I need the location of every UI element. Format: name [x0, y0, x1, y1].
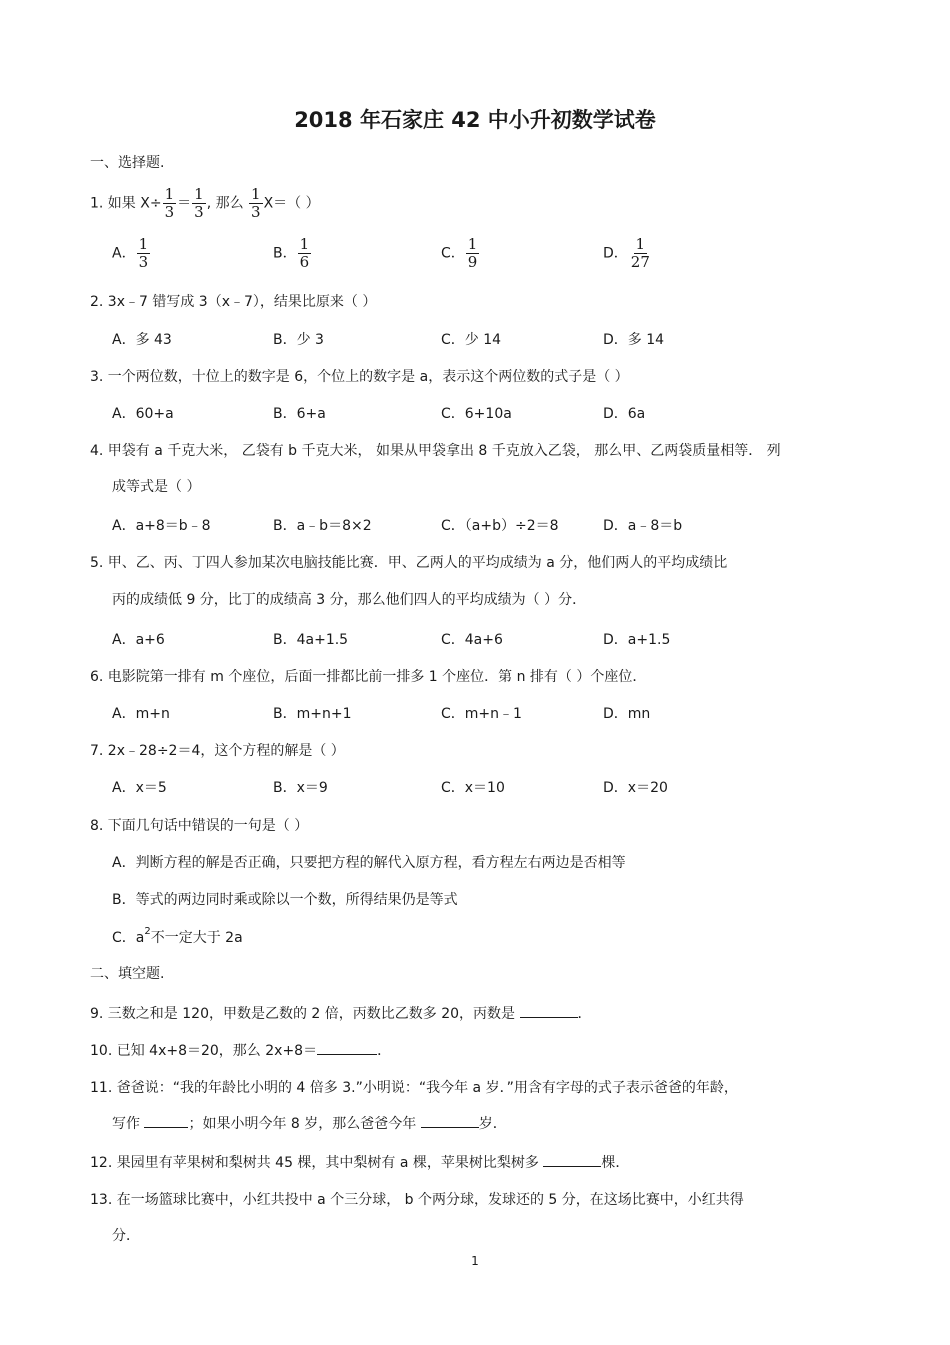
option-a: A．m+n	[112, 706, 170, 722]
option-d: D．6a	[603, 406, 646, 422]
option-b: B．m+n+1	[273, 706, 352, 722]
page-number: 1	[471, 1254, 479, 1268]
question-13-continuation: 分．	[112, 1228, 140, 1244]
question-11: 11. 爸爸说：“我的年龄比小明的 4 倍多 3.”小明说：“我今年 a 岁．”用含有字母的式子表示爸爸的年龄，	[90, 1080, 738, 1096]
option-b: B．4a+1.5	[273, 632, 349, 648]
page-title: 2018 年石家庄 42 中小升初数学试卷	[294, 108, 656, 132]
option-d: D．a﹣8＝b	[603, 518, 683, 534]
question-7: 7. 2x﹣28÷2＝4，这个方程的解是（ ）	[90, 743, 345, 759]
option-b: B．a﹣b＝8×2	[273, 518, 372, 534]
section-heading-choice: 一、选择题.	[90, 155, 165, 171]
section-heading-fill: 二、填空题.	[90, 966, 165, 982]
option-b: B．少 3	[273, 332, 324, 348]
option-b: B． $\frac{1}{6}$	[273, 235, 310, 271]
option-c: C．6+10a	[441, 406, 512, 422]
answer-blank	[317, 1042, 377, 1055]
option-d: D．x＝20	[603, 780, 668, 796]
question-2: 2. 3x﹣7 错写成 3（x﹣7），结果比原来（ ）	[90, 294, 377, 310]
option-a: A．多 43	[112, 332, 172, 348]
answer-blank	[520, 1005, 578, 1018]
fraction: $\frac{1}{3}$	[251, 185, 261, 221]
question-6: 6. 电影院第一排有 m 个座位，后面一排都比前一排多 1 个座位．第 n 排有（ ）个座位．	[90, 669, 647, 685]
option-a: A．a+6	[112, 632, 165, 648]
option-a: A． $\frac{1}{3}$	[112, 235, 149, 271]
question-3: 3. 一个两位数，十位上的数字是 6，个位上的数字是 a，表示这个两位数的式子是（ ）	[90, 369, 629, 385]
option-a: A．60+a	[112, 406, 174, 422]
question-12: 12. 果园里有苹果树和梨树共 45 棵，其中梨树有 a 棵，苹果树比梨树多 棵．	[90, 1155, 630, 1171]
question-10: 10. 已知 4x+8＝20，那么 2x+8＝ ．	[90, 1043, 392, 1059]
option-a: A．x＝5	[112, 780, 167, 796]
answer-blank	[543, 1154, 601, 1167]
option-d: D．mn	[603, 706, 651, 722]
question-13: 13. 在一场篮球比赛中，小红共投中 a 个三分球， b 个两分球，发球还的 5 分，在这场比赛中，小红共得	[90, 1192, 744, 1208]
question-8: 8. 下面几句话中错误的一句是（ ）	[90, 818, 309, 834]
question-4: 4. 甲袋有 a 千克大米， 乙袋有 b 千克大米， 如果从甲袋拿出 8 千克放入乙袋， 那么甲、乙两袋质量相等． 列	[90, 443, 781, 459]
question-1-prefix: 1. 如果 X÷	[90, 195, 162, 212]
option-d: D．多 14	[603, 332, 665, 348]
question-9: 9. 三数之和是 120，甲数是乙数的 2 倍，丙数比乙数多 20，丙数是 ．	[90, 1006, 592, 1022]
question-5: 5. 甲、乙、丙、丁四人参加某次电脑技能比赛．甲、乙两人的平均成绩为 a 分，他们两人的平均成绩比	[90, 555, 728, 571]
question-1: 1. 如果 X÷ $\frac{1}{3}$ ＝ $\frac{1}{3}$ , 那么 $\frac{1}{3}$ X＝（ ）	[90, 185, 320, 221]
option-c: C．少 14	[441, 332, 502, 348]
answer-blank	[421, 1115, 479, 1128]
question-5-continuation: 丙的成绩低 9 分，比丁的成绩高 3 分，那么他们四人的平均成绩为（ ）分．	[112, 592, 587, 608]
option-c: C． $\frac{1}{9}$	[441, 235, 478, 271]
option-c: C．m+n﹣1	[441, 706, 522, 722]
question-4-continuation: 成等式是（ ）	[112, 479, 201, 495]
fraction: $\frac{1}{3}$	[164, 185, 175, 221]
option-d: D．a+1.5	[603, 632, 671, 648]
option-a: A．a+8＝b﹣8	[112, 518, 211, 534]
option-b: B．6+a	[273, 406, 326, 422]
option-d: D． $\frac{1}{27}$	[603, 235, 650, 271]
question-11-continuation: 写作 ；如果小明今年 8 岁，那么爸爸今年 岁．	[112, 1116, 507, 1132]
option-b: B．x＝9	[273, 780, 328, 796]
option-a: A．判断方程的解是否正确，只要把方程的解代入原方程，看方程左右两边是否相等	[112, 855, 626, 871]
option-c: C．$a^2$不一定大于 2a	[112, 926, 243, 946]
option-c: C．4a+6	[441, 632, 503, 648]
answer-blank	[144, 1115, 188, 1128]
option-b: B．等式的两边同时乘或除以一个数，所得结果仍是等式	[112, 892, 458, 908]
fraction: $\frac{1}{3}$	[194, 185, 204, 221]
option-c: C．（a+b）÷2＝8	[441, 518, 559, 534]
option-c: C．x＝10	[441, 780, 505, 796]
